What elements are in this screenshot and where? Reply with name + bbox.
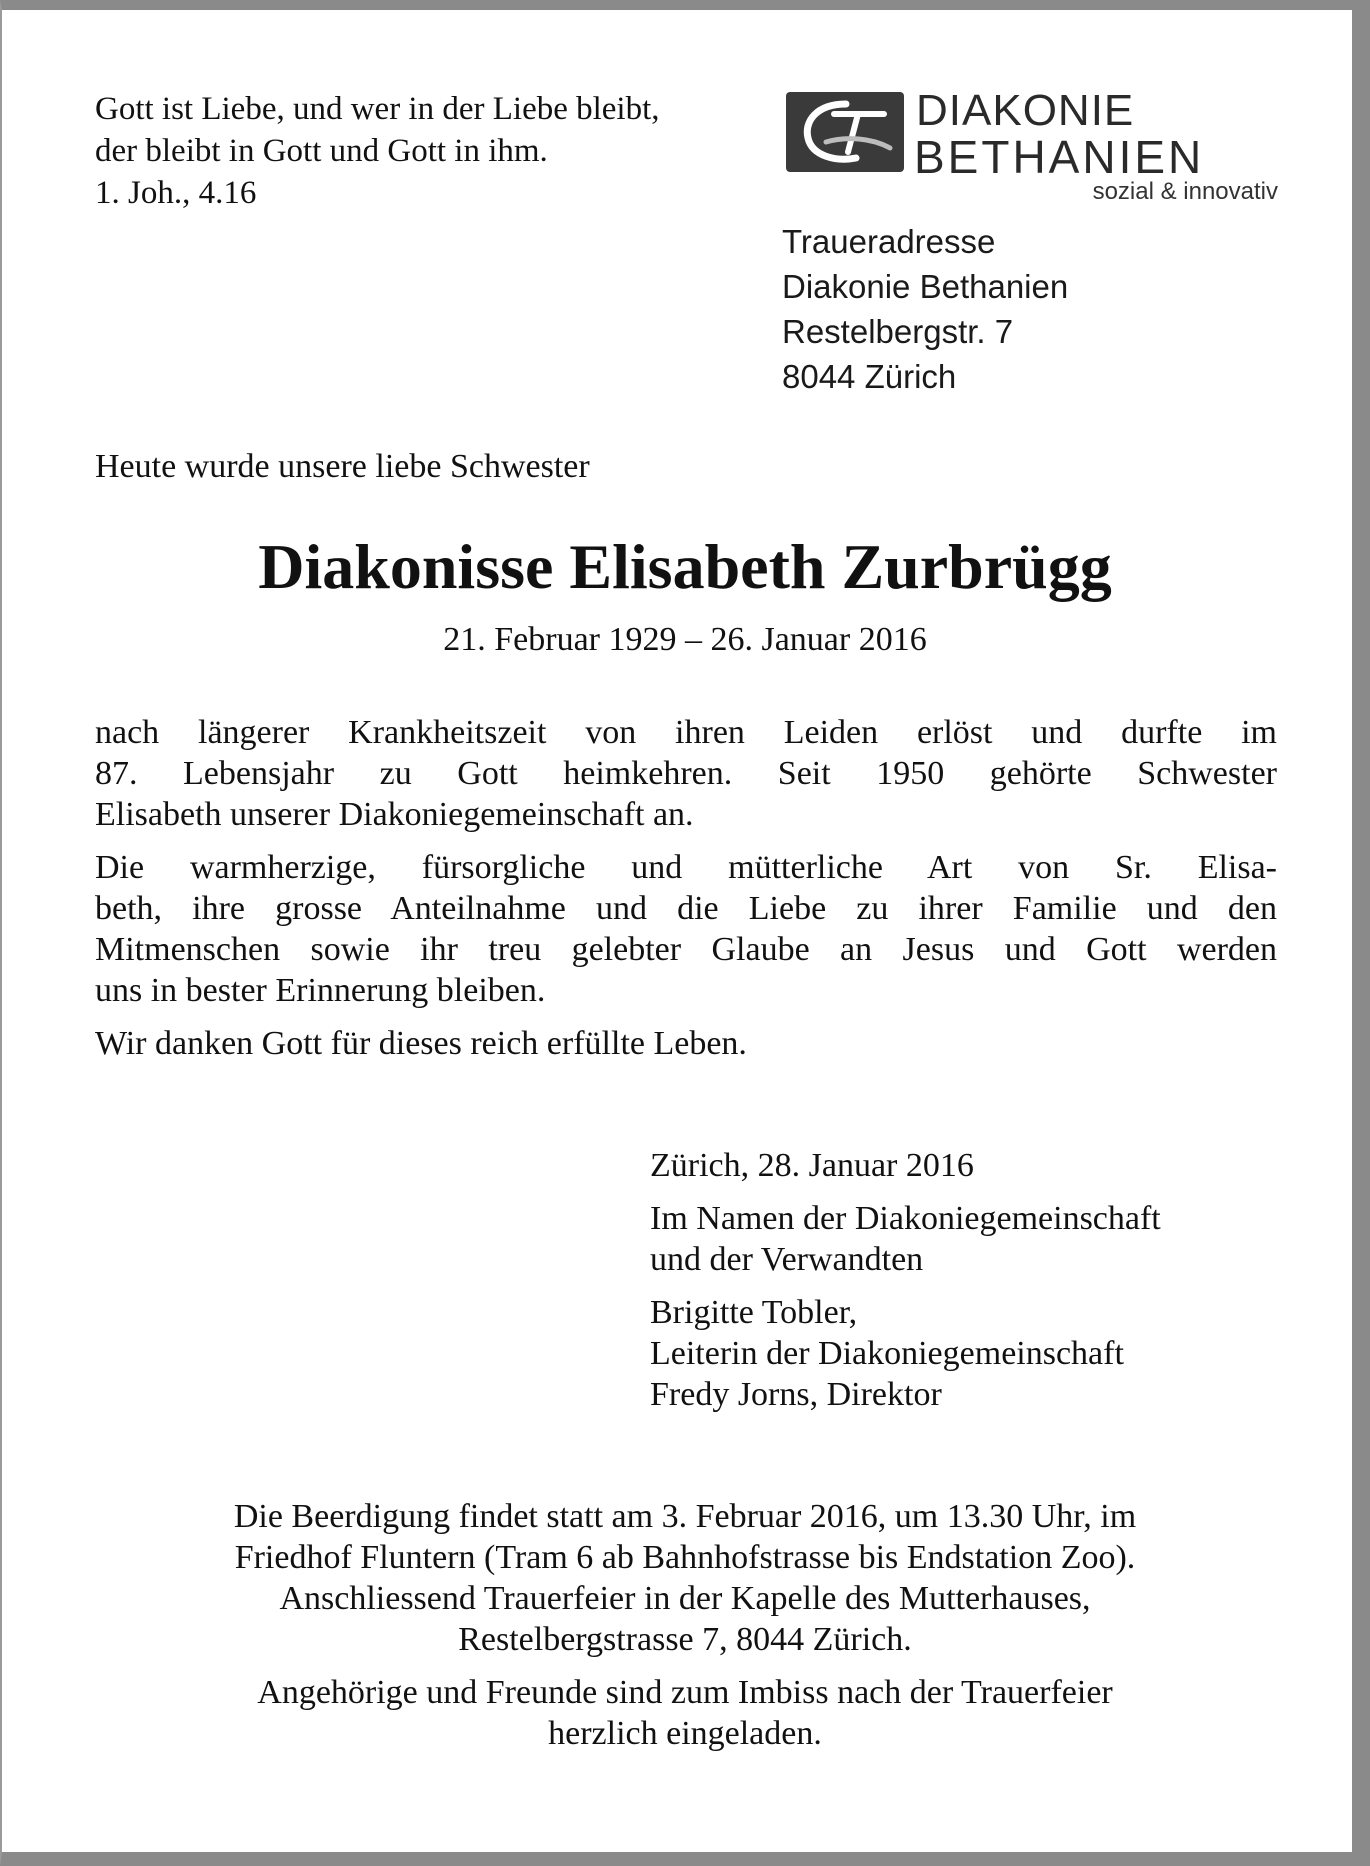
verse-line: Gott ist Liebe, und wer in der Liebe bleibt, <box>95 91 660 127</box>
verse-reference: 1. Joh., 4.16 <box>95 175 257 211</box>
logo-name-line2: BETHANIEN <box>914 131 1205 183</box>
on-behalf-line: und der Verwandten <box>650 1241 924 1278</box>
body-line: Die warmherzige, fürsorgliche und mütterliche Art von Sr. Elisa- <box>95 849 1277 886</box>
signatory-line: Leiterin der Diakoniegemeinschaft <box>650 1335 1124 1372</box>
diakonie-bethanien-logo-mark-icon <box>786 92 906 174</box>
body-line: Mitmenschen sowie ihr treu gelebter Glaube an Jesus und Gott werden <box>95 931 1277 968</box>
body-line: Wir danken Gott für dieses reich erfüllte Leben. <box>95 1025 747 1062</box>
deceased-name: Diakonisse Elisabeth Zurbrügg <box>258 531 1112 602</box>
funeral-line: Die Beerdigung findet statt am 3. Februar 2016, um 13.30 Uhr, im <box>233 1498 1137 1535</box>
funeral-line: Anschliessend Trauerfeier in der Kapelle des Mutterhauses, <box>279 1580 1091 1617</box>
signatory-line: Fredy Jorns, Direktor <box>650 1376 942 1413</box>
signatory-line: Brigitte Tobler, <box>650 1294 858 1331</box>
funeral-line: Restelbergstrasse 7, 8044 Zürich. <box>458 1621 912 1658</box>
bible-verse <box>95 88 660 214</box>
address-line: 8044 Zürich <box>782 358 957 395</box>
logo-name-line1: DIAKONIE <box>916 86 1135 135</box>
address-line: Diakonie Bethanien <box>782 268 1069 305</box>
address-line: Restelbergstr. 7 <box>782 313 1014 350</box>
intro-text: Heute wurde unsere liebe Schwester <box>95 448 590 485</box>
place-date: Zürich, 28. Januar 2016 <box>650 1147 974 1184</box>
body-line: uns in bester Erinnerung bleiben. <box>95 972 546 1009</box>
verse-line: der bleibt in Gott und Gott in ihm. <box>95 133 548 169</box>
signature-block <box>650 1145 1161 1415</box>
diakonie-bethanien-logo <box>786 86 1282 208</box>
on-behalf-line: Im Namen der Diakoniegemeinschaft <box>650 1200 1161 1237</box>
obituary-body <box>95 712 1277 1064</box>
invitation-line: Angehörige und Freunde sind zum Imbiss nach der Trauerfeier <box>257 1674 1113 1711</box>
body-line: nach längerer Krankheitszeit von ihren Leiden erlöst und durfte im <box>95 714 1277 751</box>
logo-tagline: sozial & innovativ <box>1092 178 1278 205</box>
life-dates: 21. Februar 1929 – 26. Januar 2016 <box>443 621 927 658</box>
body-line: 87. Lebensjahr zu Gott heimkehren. Seit 1950 gehörte Schwester <box>95 755 1277 792</box>
mourning-address <box>782 219 1068 399</box>
funeral-notice <box>0 1496 1370 1754</box>
invitation-line: herzlich eingeladen. <box>548 1715 822 1752</box>
address-heading: Traueradresse <box>782 223 996 260</box>
body-line: beth, ihre grosse Anteilnahme und die Liebe zu ihrer Familie und den <box>95 890 1277 927</box>
body-line: Elisabeth unserer Diakoniegemeinschaft an. <box>95 796 694 833</box>
funeral-line: Friedhof Fluntern (Tram 6 ab Bahnhofstrasse bis Endstation Zoo). <box>234 1539 1136 1576</box>
